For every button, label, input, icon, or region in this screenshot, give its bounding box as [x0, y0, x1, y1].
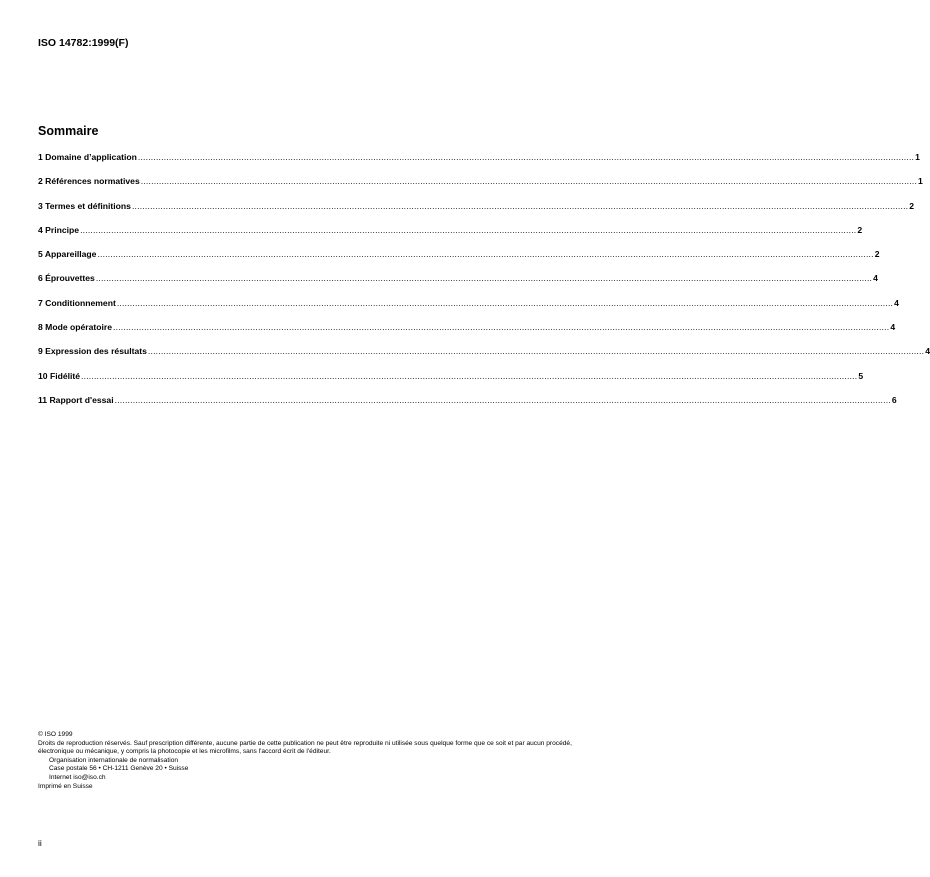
copyright-block — [38, 731, 573, 791]
toc-entry-page: 2 — [857, 224, 863, 235]
toc-entry-label: 9 Expression des résultats — [38, 346, 147, 357]
toc-entry[interactable] — [38, 249, 880, 273]
toc-entry-label: 2 Références normatives — [38, 176, 140, 187]
toc-entry-label: 7 Conditionnement — [38, 297, 116, 308]
toc-entry[interactable] — [38, 346, 930, 370]
toc-leader-dots: ............................................................................................................................................................................................................................................................................................................ — [97, 249, 874, 260]
postal-address: Case postale 56 • CH-1211 Genève 20 • Suisse — [49, 765, 189, 773]
organisation-name: Organisation internationale de normalisation — [49, 756, 179, 764]
toc-leader-dots: ............................................................................................................................................................................................................................................................................................................ — [114, 394, 891, 405]
toc-entry[interactable] — [38, 370, 864, 395]
toc-entry[interactable] — [38, 200, 915, 225]
toc-entry-page: 2 — [909, 200, 915, 211]
toc-entry-label: 5 Appareillage — [38, 249, 97, 260]
toc-entry-page: 4 — [894, 297, 899, 308]
toc-entry[interactable] — [38, 224, 863, 249]
toc-entry[interactable] — [38, 297, 899, 322]
toc-entry-page: 1 — [915, 152, 920, 162]
toc-entry[interactable] — [38, 394, 897, 419]
toc-entry-page: 5 — [858, 370, 864, 381]
toc-entry[interactable] — [38, 273, 878, 297]
toc-leader-dots: ............................................................................................................................................................................................................................................................................................................ — [131, 200, 909, 211]
toc-entry[interactable] — [38, 176, 923, 200]
toc-entry-label: 10 Fidélité — [38, 370, 81, 381]
toc-leader-dots: ............................................................................................................................................................................................................................................................................................................ — [95, 273, 873, 284]
toc-entry-label: 4 Principe — [38, 224, 80, 235]
toc-entry-page: 4 — [925, 346, 930, 357]
toc-leader-dots: ............................................................................................................................................................................................................................................................................................................ — [80, 224, 857, 235]
toc-entry[interactable] — [38, 152, 920, 176]
toc-entry-page: 6 — [891, 394, 897, 405]
toc-entry-page: 1 — [918, 176, 923, 187]
table-of-contents — [38, 152, 930, 419]
toc-entry-label: 6 Éprouvettes — [38, 273, 95, 284]
toc-entry-page: 4 — [873, 273, 878, 284]
toc-leader-dots: ............................................................................................................................................................................................................................................................................................................ — [113, 322, 890, 333]
toc-entry-page: 4 — [890, 322, 896, 333]
toc-leader-dots: ............................................................................................................................................................................................................................................................................................................ — [137, 152, 915, 162]
toc-leader-dots: ............................................................................................................................................................................................................................................................................................................ — [147, 346, 925, 357]
internet-contact: Internet iso@iso.ch — [49, 773, 106, 781]
toc-entry-label: 1 Domaine d’application — [38, 152, 137, 162]
toc-leader-dots: ............................................................................................................................................................................................................................................................................................................ — [116, 297, 894, 308]
document-id: ISO 14782:1999(F) — [38, 37, 129, 49]
rights-statement: Droits de reproduction réservés. Sauf prescription différente, aucune partie de cette publication ne peut être reproduite ni utilisée sous quelque forme que ce soit et par aucun procédé, électronique ou mécanique, y compris la photocopie et les microfilms, sans l'accord écrit de l'éditeur. — [38, 739, 572, 756]
toc-entry-label: 8 Mode opératoire — [38, 322, 113, 333]
toc-entry[interactable] — [38, 322, 896, 346]
toc-leader-dots: ............................................................................................................................................................................................................................................................................................................ — [81, 370, 858, 381]
toc-entry-label: 11 Rapport d'essai — [38, 394, 114, 405]
toc-title: Sommaire — [38, 124, 99, 138]
copyright-notice: © ISO 1999 — [38, 731, 73, 738]
toc-entry-page: 2 — [874, 249, 880, 260]
toc-leader-dots: ............................................................................................................................................................................................................................................................................................................ — [140, 176, 918, 187]
page-number: ii — [38, 838, 42, 848]
printed-in: Imprimé en Suisse — [38, 782, 93, 790]
toc-entry-label: 3 Termes et définitions — [38, 200, 131, 211]
